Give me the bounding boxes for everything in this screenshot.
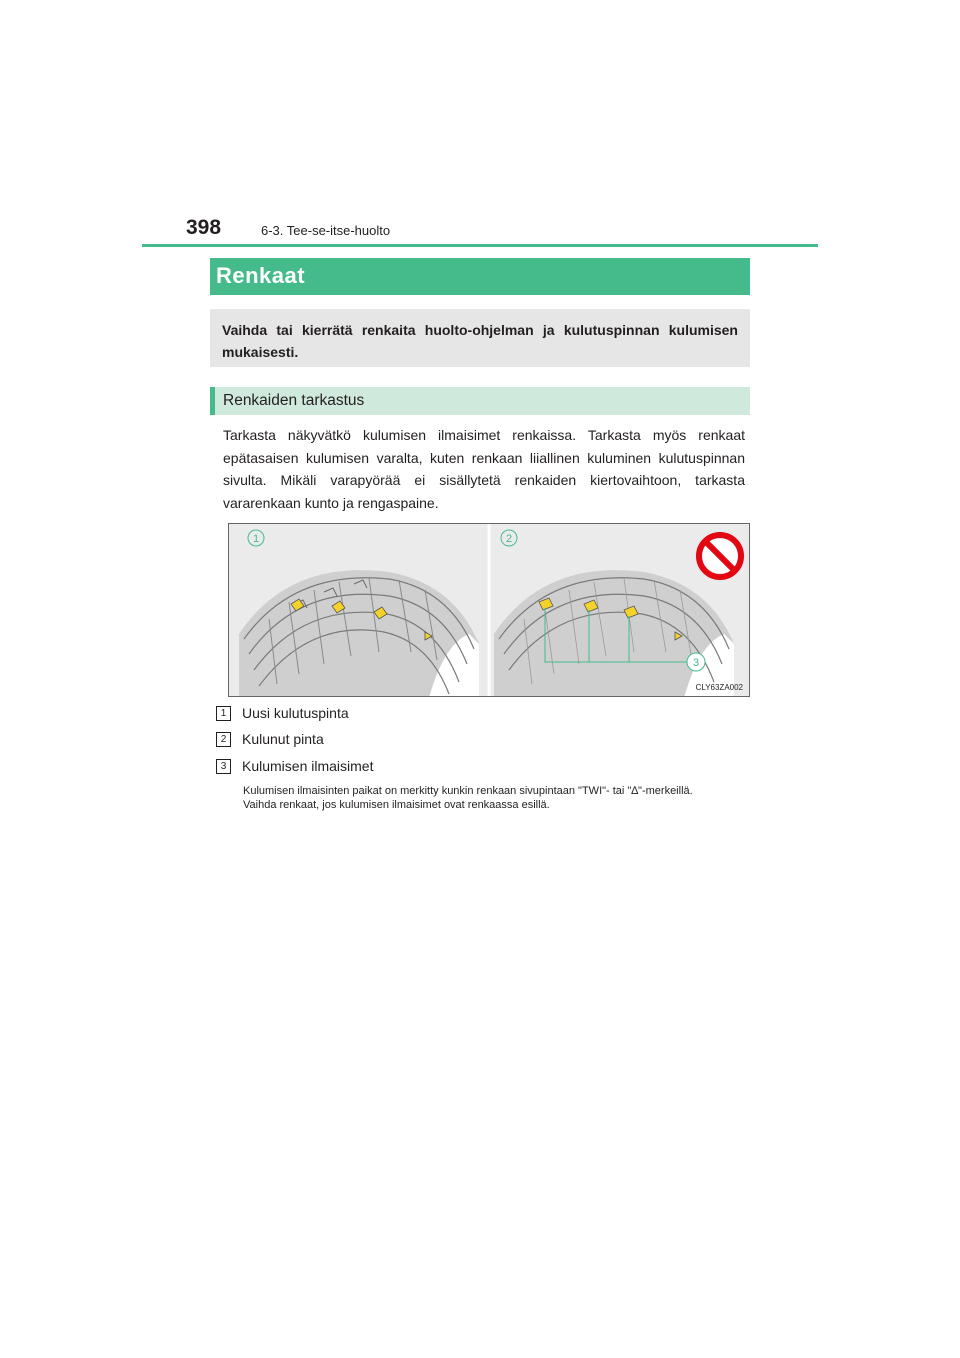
page-number: 398 (186, 216, 222, 239)
legend-number: 1 (216, 706, 231, 721)
callout-2: 2 (505, 533, 513, 545)
legend-label: Kulumisen ilmaisimet (242, 758, 374, 774)
tire-figure-svg (229, 524, 750, 697)
subsection-title: Renkaiden tarkastus (223, 392, 365, 409)
body-paragraph: Tarkasta näkyvätkö kulumisen ilmaisimet renkaissa. Tarkasta myös renkaat epätasaisen kulumisen varalta, kuten renkaan liiallinen kuluminen kulutuspinnan sivulta. Mikäli varapyörää ei sisällytetä renkaiden kiertovaihtoon, tarkasta vararenkaan kunto ja rengaspaine. (223, 427, 745, 511)
note-text (243, 784, 745, 812)
prohibition-icon (699, 535, 741, 577)
intro-box (210, 309, 750, 367)
figure-code: CLY63ZA002 (695, 683, 743, 692)
header-divider (142, 244, 818, 247)
callout-1: 1 (252, 533, 260, 545)
section-title: 6-3. Tee-se-itse-huolto (261, 223, 391, 238)
legend-label: Uusi kulutuspinta (242, 705, 349, 721)
subsection-accent (210, 387, 215, 415)
worn-tire-tread (494, 570, 734, 697)
page-title-bar (210, 258, 750, 295)
tire-illustration (228, 523, 750, 697)
legend-label: Kulunut pinta (242, 731, 324, 747)
page-title: Renkaat (216, 263, 306, 288)
legend-number: 3 (216, 759, 231, 774)
intro-text: Vaihda tai kierrätä renkaita huolto-ohjelman ja kulutuspinnan kulumisen mukaisesti. (222, 322, 738, 360)
subsection-bar (210, 387, 750, 415)
note-line-2: Vaihda renkaat, jos kulumisen ilmaisimet ovat renkaassa esillä. (243, 799, 550, 811)
callout-3: 3 (692, 657, 700, 669)
legend-number: 2 (216, 732, 231, 747)
new-tire-tread (239, 570, 479, 697)
note-line-1: Kulumisen ilmaisinten paikat on merkitty kunkin renkaan sivupintaan "TWI"- tai "∆"-merkeillä. (243, 785, 693, 797)
